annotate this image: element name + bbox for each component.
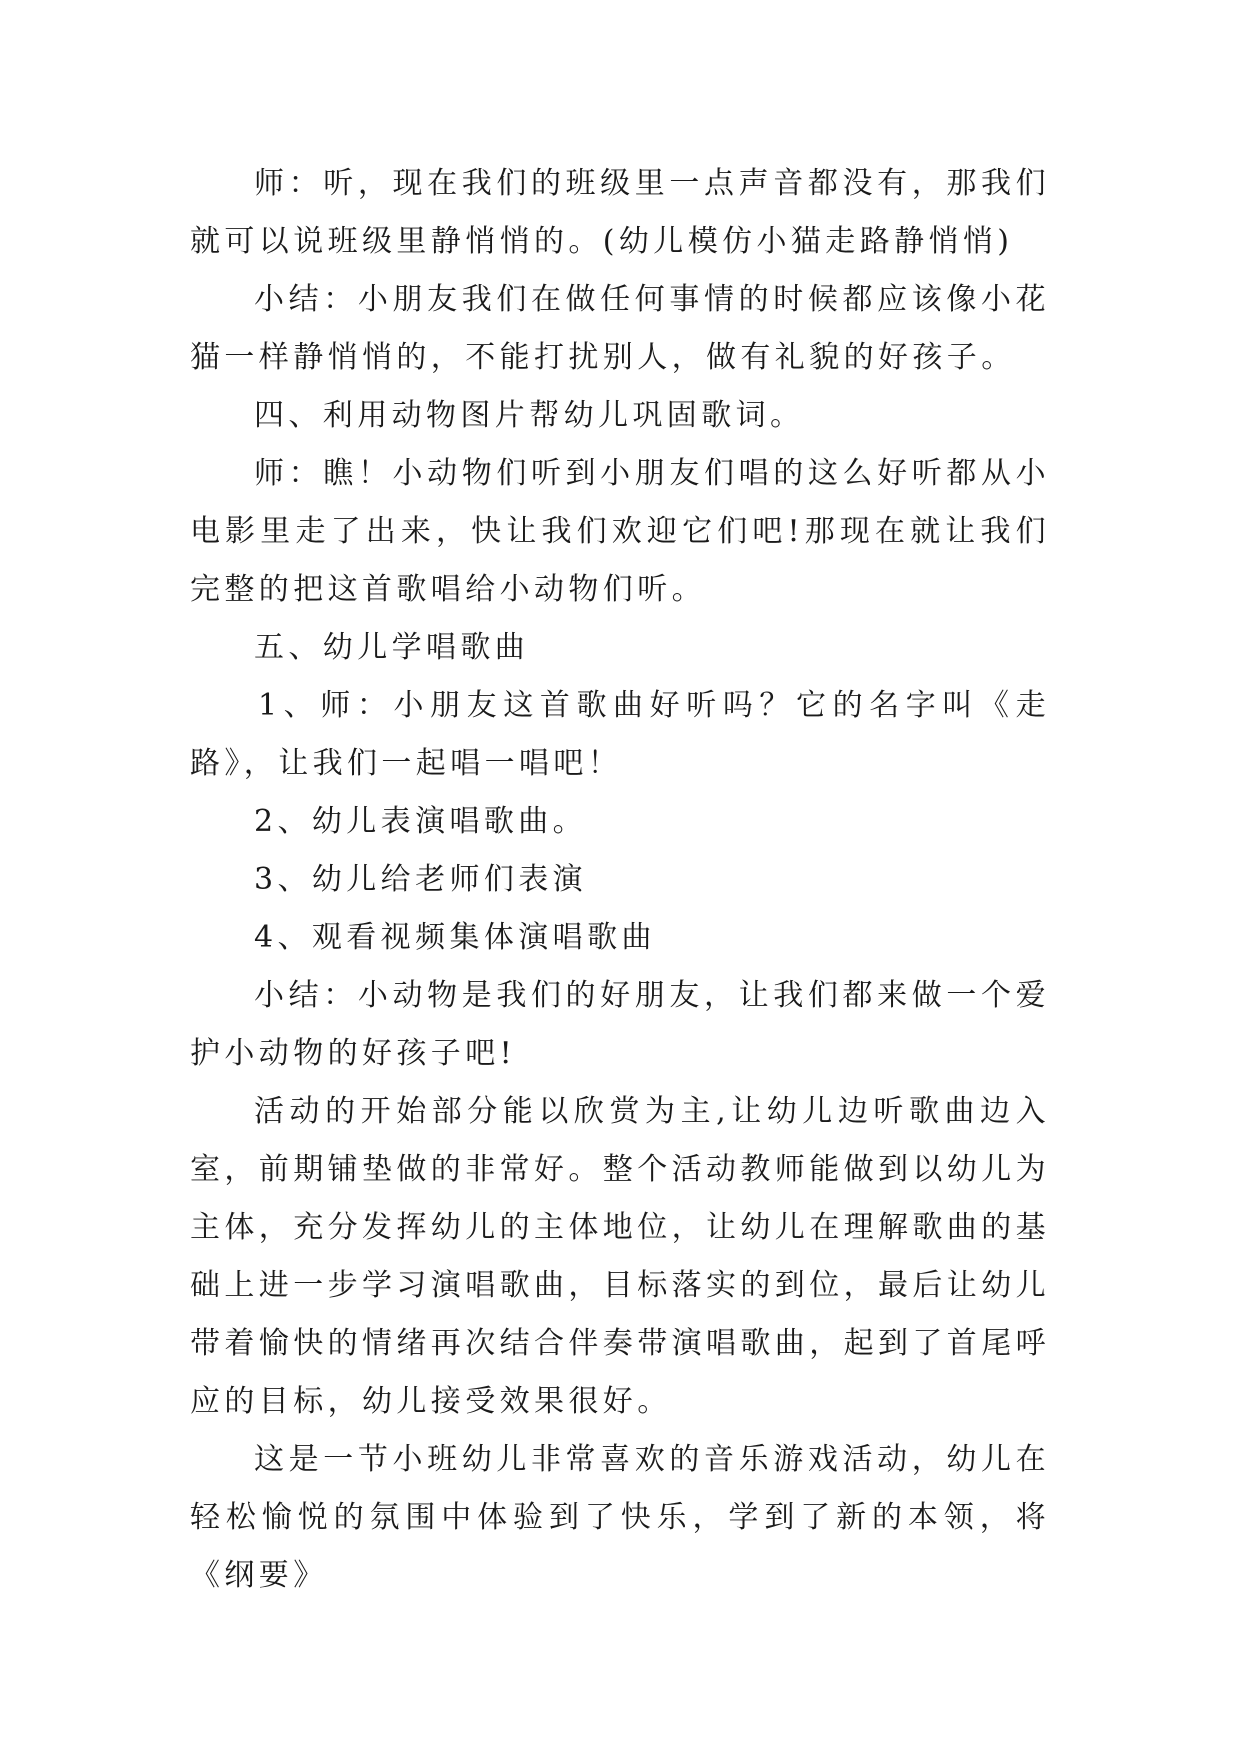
- paragraph: 小结：小朋友我们在做任何事情的时候都应该像小花猫一样静悄悄的，不能打扰别人，做有礼貌的好孩子。: [190, 282, 1050, 375]
- paragraph: 小结：小动物是我们的好朋友，让我们都来做一个爱护小动物的好孩子吧!: [190, 978, 1050, 1071]
- paragraph: 2、幼儿表演唱歌曲。: [254, 804, 588, 839]
- paragraph: 这是一节小班幼儿非常喜欢的音乐游戏活动，幼儿在轻松愉悦的氛围中体验到了快乐，学到了新的本领，将《纲要》: [190, 1442, 1050, 1593]
- paragraph: 活动的开始部分能以欣赏为主,让幼儿边听歌曲边入室，前期铺垫做的非常好。整个活动教师能做到以幼儿为主体，充分发挥幼儿的主体地位，让幼儿在理解歌曲的基础上进一步学习演唱歌曲，目标落实的到位，最后让幼儿带着愉快的情绪再次结合伴奏带演唱歌曲，起到了首尾呼应的目标，幼儿接受效果很好。: [190, 1094, 1050, 1419]
- paragraph: 4、观看视频集体演唱歌曲: [254, 920, 656, 955]
- paragraph: 师：听，现在我们的班级里一点声音都没有，那我们就可以说班级里静悄悄的。(幼儿模仿小猫走路静悄悄): [190, 166, 1050, 259]
- paragraph: 四、利用动物图片帮幼儿巩固歌词。: [254, 398, 805, 433]
- document-body: [190, 155, 1050, 1605]
- paragraph: 师：瞧！小动物们听到小朋友们唱的这么好听都从小电影里走了出来，快让我们欢迎它们吧!那现在就让我们完整的把这首歌唱给小动物们听。: [190, 456, 1050, 607]
- paragraph: 3、幼儿给老师们表演: [254, 862, 588, 897]
- paragraph: 五、幼儿学唱歌曲: [254, 630, 530, 665]
- paragraph: 1、师：小朋友这首歌曲好听吗？它的名字叫《走路》，让我们一起唱一唱吧！: [190, 688, 1050, 781]
